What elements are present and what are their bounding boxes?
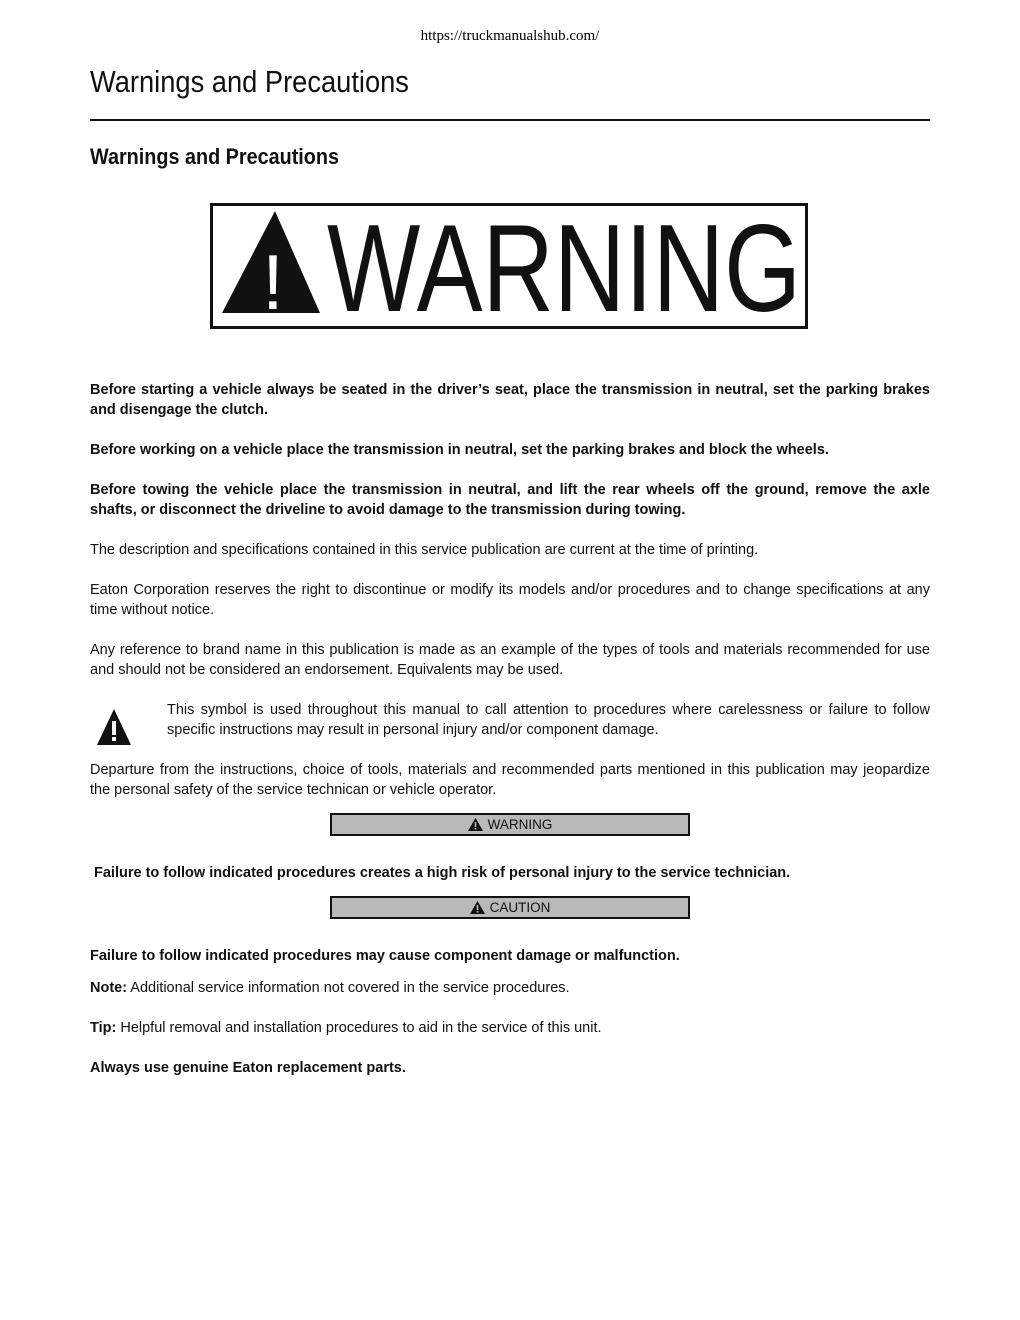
- warning-triangle-icon: [470, 901, 485, 914]
- safety-paragraph-towing: Before towing the vehicle place the transmission in neutral, and lift the rear wheels off the ground, remove the axle shafts, or disconnect the driveline to avoid damage to the transmission during towing.: [90, 482, 930, 518]
- brand-reference-paragraph: Any reference to brand name in this publication is made as an example of the types of tools and materials recommended for use and should not be considered an endorsement. Equivalents may be used.: [90, 642, 930, 678]
- tip-line: [90, 1018, 930, 1038]
- publication-currency-paragraph: The description and specifications contained in this service publication are current at the time of printing.: [90, 542, 759, 558]
- tip-label: Tip:: [90, 1020, 117, 1036]
- caution-signal-text: Failure to follow indicated procedures may cause component damage or malfunction.: [90, 948, 680, 964]
- caution-signal-bar: [330, 896, 690, 919]
- safety-paragraph-working: Before working on a vehicle place the transmission in neutral, set the parking brakes and block the wheels.: [90, 442, 829, 458]
- warning-signal-label: WARNING: [487, 817, 553, 832]
- symbol-explanation: [90, 700, 930, 750]
- warning-triangle-icon: [96, 708, 132, 746]
- genuine-parts-statement: Always use genuine Eaton replacement parts.: [90, 1060, 406, 1076]
- section-title: Warnings and Precautions: [90, 144, 340, 169]
- warning-signal-text: Failure to follow indicated procedures creates a high risk of personal injury to the service technician.: [94, 865, 791, 881]
- page-title: Warnings and Precautions: [90, 64, 409, 99]
- warning-signal-bar: [330, 813, 690, 836]
- safety-paragraph-starting: Before starting a vehicle always be seated in the driver’s seat, place the transmission in neutral, set the parking brakes and disengage the clutch.: [90, 382, 930, 418]
- svg-text:!: !: [262, 238, 284, 326]
- warning-triangle-icon: [468, 818, 483, 831]
- note-label: Note:: [90, 980, 128, 996]
- warning-triangle-icon: [222, 211, 320, 326]
- tip-text: Helpful removal and installation procedures to aid in the service of this unit.: [116, 1020, 602, 1036]
- departure-paragraph: Departure from the instructions, choice of tools, materials and recommended parts mentioned in this publication may jeopardize the personal safety of the service technican or vehicle operator.: [90, 762, 930, 798]
- source-url: https://truckmanualshub.com/: [420, 28, 600, 44]
- modification-rights-paragraph: Eaton Corporation reserves the right to discontinue or modify its models and/or procedures and to change specifications at any time without notice.: [90, 582, 930, 618]
- warning-banner-graphic: [213, 200, 805, 338]
- caution-signal-label: CAUTION: [489, 900, 551, 915]
- warning-banner: [210, 200, 808, 338]
- note-line: [90, 978, 930, 998]
- note-text: Additional service information not covered in the service procedures.: [127, 980, 570, 996]
- warning-banner-word: WARNING: [327, 200, 801, 338]
- header-divider: [90, 119, 930, 121]
- symbol-explanation-text: This symbol is used throughout this manual to call attention to procedures where carelessness or failure to follow specific instructions may result in personal injury and/or component damage.: [167, 702, 930, 738]
